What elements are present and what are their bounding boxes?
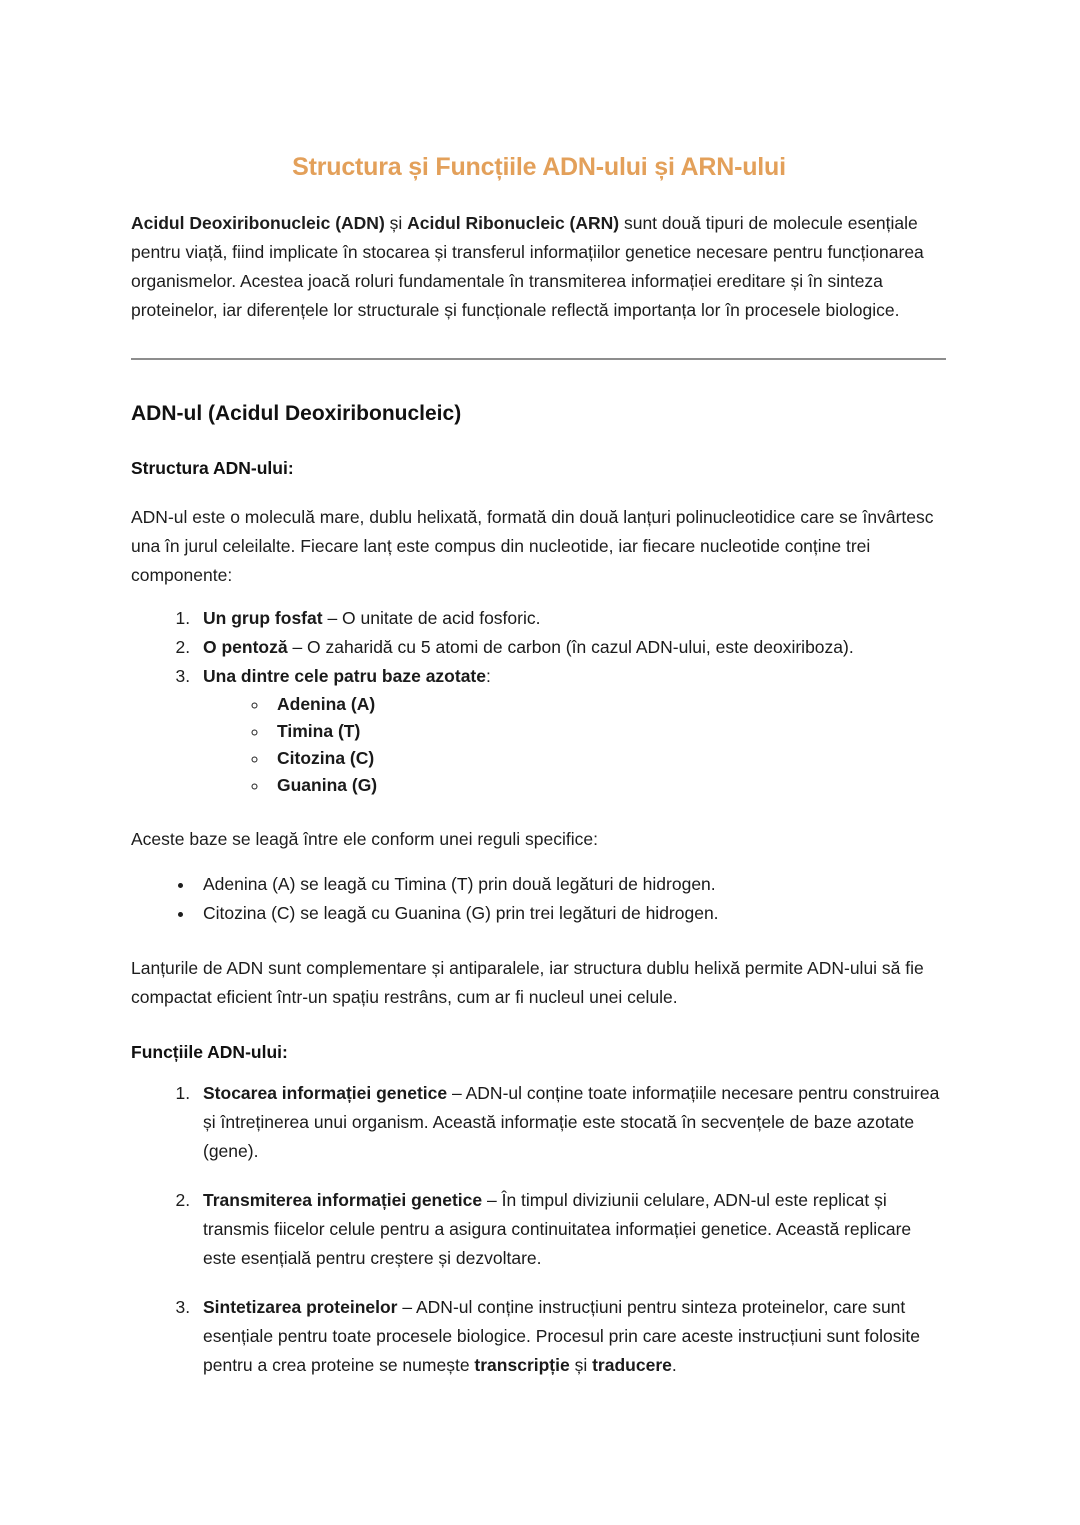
function-3-bold-transcriptie: transcripție <box>474 1355 570 1376</box>
function-3-rest-b: . <box>671 1355 677 1376</box>
function-2-bold: Transmiterea informației genetice <box>203 1190 483 1211</box>
function-3-bold: Sintetizarea proteinelor <box>203 1297 398 1318</box>
components-list <box>131 590 947 799</box>
component-2-rest: – O zaharidă cu 5 atomi de carbon (în cazul ADN-ului, este deoxiriboza). <box>287 637 854 658</box>
subheading-structura: Structura ADN-ului: <box>131 458 294 479</box>
list-item <box>195 1293 947 1380</box>
list-item: ◦ Citozina (C) <box>269 745 947 772</box>
section-heading-adn: ADN-ul (Acidul Deoxiribonucleic) <box>131 402 462 426</box>
function-1-rest: – ADN-ul conține toate informațiile necesare pentru construirea și întreținerea unui organism. Această informație este stocată în secvențele de baze azotate (gene). <box>203 1083 940 1162</box>
list-item <box>195 662 947 799</box>
list-item: ◦ Timina (T) <box>269 718 947 745</box>
component-1-rest: – O unitate de acid fosforic. <box>322 608 541 629</box>
intro-paragraph <box>131 183 947 325</box>
list-item: ◦ Adenina (A) <box>269 691 947 718</box>
intro-rest: sunt două tipuri de molecule esențiale pentru viață, fiind implicate în stocarea și transferul informațiilor genetice necesare pentru funcționarea organismelor. Acestea joacă roluri fundamentale în transmiterea informației ereditare și în sinteza proteinelor, iar diferențele lor structurale și funcționale reflectă importanța lor în procesele biologice. <box>131 213 924 321</box>
list-item <box>195 1186 947 1293</box>
list-item: ◦ Guanina (G) <box>269 772 947 799</box>
list-item: • Adenina (A) se leagă cu Timina (T) prin două legături de hidrogen. <box>195 870 947 899</box>
list-item <box>195 633 947 662</box>
function-2-rest: – În timpul diviziunii celulare, ADN-ul este replicat și transmis fiicelor celule pentru a asigura continuitatea informației genetice. Această replicare este esențială pentru creștere și dezvoltare. <box>203 1190 912 1269</box>
structure-paragraph: ADN-ul este o moleculă mare, dublu helixată, formată din două lanțuri polinucleotidice care se învârtesc una în jurul celeilalte. Fiecare lanț este compus din nucleotide, iar fiecare nucleotide conține trei componente: <box>131 507 934 586</box>
function-3-bold-traducere: traducere <box>592 1355 672 1376</box>
component-3-bold: Una dintre cele patru baze azotate <box>203 666 486 687</box>
bases-list <box>203 691 947 799</box>
list-item: • Citozina (C) se leagă cu Guanina (G) prin trei legături de hidrogen. <box>195 899 947 928</box>
pairing-rules-list <box>131 854 947 928</box>
chains-paragraph: Lanțurile de ADN sunt complementare și antiparalele, iar structura dublu helixă permite ADN-ului să fie compactat eficient într-un spațiu restrâns, cum ar fi nucleul unei celule. <box>131 958 924 1008</box>
list-item <box>195 604 947 633</box>
intro-bold-arn: Acidul Ribonucleic (ARN) <box>407 213 620 234</box>
pairing-intro-paragraph: Aceste baze se leagă între ele conform unei reguli specifice: <box>131 829 598 850</box>
functions-list <box>131 1065 947 1380</box>
component-1-bold: Un grup fosfat <box>203 608 323 629</box>
component-3-rest: : <box>486 666 491 687</box>
list-item <box>195 1079 947 1186</box>
subheading-functii: Funcțiile ADN-ului: <box>131 1042 288 1063</box>
document-content <box>131 0 947 1380</box>
function-1-bold: Stocarea informației genetice <box>203 1083 448 1104</box>
intro-conjunction: și <box>384 213 408 234</box>
function-3-mid: și <box>569 1355 593 1376</box>
intro-bold-adn: Acidul Deoxiribonucleic (ADN) <box>131 213 385 234</box>
function-3-rest-a: – ADN-ul conține instrucțiuni pentru sinteza proteinelor, care sunt esențiale pentru toate procesele biologice. Procesul prin care aceste instrucțiuni sunt folosite pentru a crea proteine se numește <box>203 1297 920 1376</box>
component-2-bold: O pentoză <box>203 637 288 658</box>
page-title: Structura și Funcțiile ADN-ului și ARN-ului <box>292 153 786 181</box>
